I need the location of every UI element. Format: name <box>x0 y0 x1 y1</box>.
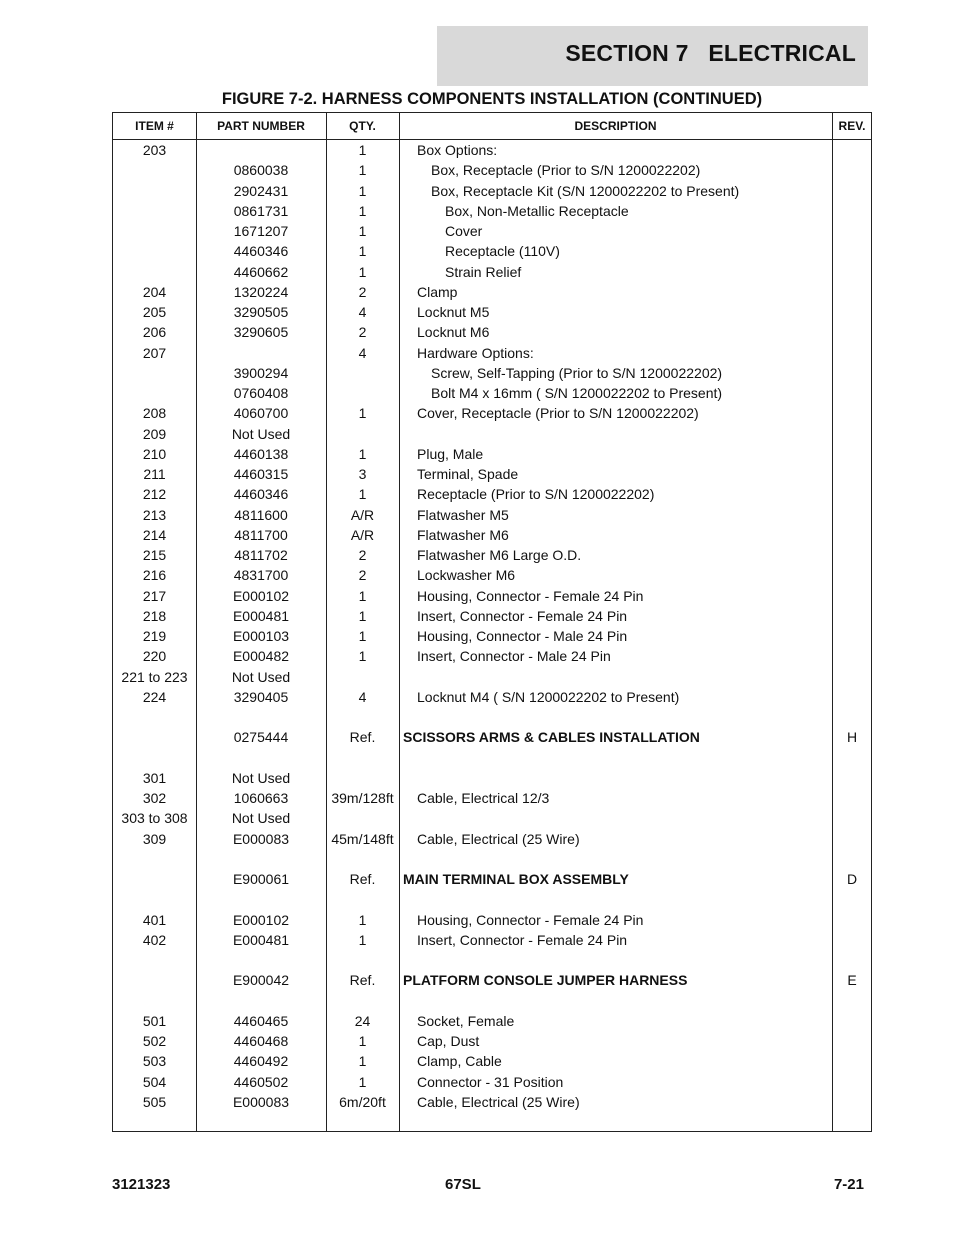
table-row <box>113 545 871 565</box>
item-cell: 209 <box>142 425 167 442</box>
table-row <box>113 727 871 747</box>
table-row <box>113 1092 871 1112</box>
qty-cell: 3 <box>358 466 367 482</box>
description-cell: Cable, Electrical (25 Wire) <box>417 830 580 847</box>
qty-cell: 1 <box>358 223 367 239</box>
table-row <box>113 1031 871 1051</box>
qty-cell: 1 <box>358 263 367 280</box>
description-cell: Screw, Self-Tapping (Prior to S/N 1200022202) <box>431 364 723 381</box>
description-cell: Housing, Connector - Female 24 Pin <box>417 911 644 928</box>
column-header-qty: QTY. <box>349 119 376 133</box>
parts-table <box>112 112 872 1132</box>
part-number-cell: 0860038 <box>233 162 289 179</box>
qty-cell: 1 <box>358 1033 367 1049</box>
part-number-cell: E900061 <box>232 871 290 887</box>
qty-cell: 1 <box>358 445 367 462</box>
column-header-description: DESCRIPTION <box>574 119 657 133</box>
item-cell: 205 <box>142 304 167 320</box>
item-cell: 218 <box>142 607 167 624</box>
part-number-cell: 4460502 <box>233 1073 289 1090</box>
description-cell: Box, Non-Metallic Receptacle <box>445 202 629 219</box>
table-row <box>113 484 871 504</box>
table-row <box>113 565 871 585</box>
item-cell: 504 <box>142 1073 167 1090</box>
qty-cell: 1 <box>358 931 367 948</box>
part-number-cell: E000083 <box>232 830 290 847</box>
description-cell: Locknut M4 ( S/N 1200022202 to Present) <box>417 688 680 705</box>
item-cell: 501 <box>142 1012 167 1029</box>
description-cell: Insert, Connector - Male 24 Pin <box>417 648 611 665</box>
description-cell: Flatwasher M6 Large O.D. <box>417 547 582 563</box>
qty-cell: 1 <box>358 182 367 199</box>
qty-cell: 39m/128ft <box>331 790 394 806</box>
table-spacer-row <box>113 889 871 909</box>
description-cell: Housing, Connector - Female 24 Pin <box>417 587 644 604</box>
footer-document-number: 3121323 <box>112 1176 171 1193</box>
description-cell: Locknut M5 <box>417 304 490 320</box>
table-spacer-row <box>113 748 871 768</box>
qty-cell: 1 <box>358 911 367 928</box>
part-number-cell: 1671207 <box>233 223 289 239</box>
description-cell: SCISSORS ARMS & CABLES INSTALLATION <box>403 729 700 746</box>
rev-cell: E <box>847 972 857 989</box>
part-number-cell: Not Used <box>231 425 291 442</box>
item-cell: 207 <box>142 344 167 361</box>
item-cell: 503 <box>142 1053 167 1070</box>
table-row <box>113 606 871 626</box>
description-cell: Receptacle (Prior to S/N 1200022202) <box>417 486 655 503</box>
description-cell: Cover, Receptacle (Prior to S/N 1200022202) <box>417 405 699 422</box>
item-cell: 215 <box>142 547 167 563</box>
item-cell: 211 <box>143 466 166 482</box>
qty-cell: 24 <box>354 1012 371 1029</box>
item-cell: 302 <box>142 790 167 806</box>
table-row <box>113 1011 871 1031</box>
description-cell: Insert, Connector - Female 24 Pin <box>417 607 628 624</box>
part-number-cell: E000482 <box>232 648 290 665</box>
item-cell: 401 <box>142 911 167 928</box>
table-spacer-row <box>113 950 871 970</box>
table-row <box>113 687 871 707</box>
qty-cell: 1 <box>358 1073 367 1090</box>
item-cell: 221 to 223 <box>121 668 188 685</box>
part-number-cell: 1320224 <box>233 283 289 300</box>
qty-cell: 1 <box>358 405 367 422</box>
qty-cell: 1 <box>358 162 367 179</box>
table-row <box>113 424 871 444</box>
table-spacer-row <box>113 707 871 727</box>
section-header <box>437 26 868 86</box>
table-row <box>113 181 871 201</box>
description-cell: Cap, Dust <box>417 1033 480 1049</box>
table-row <box>113 646 871 666</box>
description-cell: Receptacle (110V) <box>445 243 560 260</box>
qty-cell: 1 <box>358 142 367 158</box>
table-row <box>113 282 871 302</box>
table-row <box>113 1051 871 1071</box>
qty-cell: 1 <box>358 202 367 219</box>
item-cell: 220 <box>142 648 167 665</box>
description-cell: Connector - 31 Position <box>417 1073 564 1090</box>
item-cell: 213 <box>142 506 167 523</box>
part-number-cell: E000103 <box>232 628 290 644</box>
qty-cell: 45m/148ft <box>331 830 394 847</box>
table-row <box>113 302 871 322</box>
description-cell: PLATFORM CONSOLE JUMPER HARNESS <box>403 972 688 989</box>
part-number-cell: 4460492 <box>233 1053 289 1070</box>
item-cell: 219 <box>142 628 167 644</box>
item-cell: 212 <box>142 486 167 503</box>
part-number-cell: Not Used <box>231 668 291 685</box>
qty-cell: 4 <box>358 688 367 705</box>
part-number-cell: 4811700 <box>234 526 288 543</box>
qty-cell: 2 <box>358 567 367 584</box>
qty-cell: 1 <box>358 486 367 503</box>
description-cell: Lockwasher M6 <box>417 567 516 584</box>
item-cell: 204 <box>142 283 167 300</box>
table-row <box>113 343 871 363</box>
qty-cell: Ref. <box>349 871 376 887</box>
column-header-rev: REV. <box>838 119 866 133</box>
column-header-item: ITEM # <box>135 119 174 133</box>
item-cell: 216 <box>142 567 167 584</box>
part-number-cell: E000102 <box>232 587 290 604</box>
qty-cell: 1 <box>358 587 367 604</box>
qty-cell: Ref. <box>349 972 376 989</box>
part-number-cell: E000481 <box>232 931 290 948</box>
part-number-cell: 4060700 <box>233 405 289 422</box>
qty-cell: A/R <box>350 526 375 543</box>
description-cell: Housing, Connector - Male 24 Pin <box>417 628 628 644</box>
table-row <box>113 808 871 828</box>
qty-cell: A/R <box>350 506 375 523</box>
item-cell: 217 <box>142 587 167 604</box>
table-row <box>113 910 871 930</box>
part-number-cell: 3290505 <box>233 304 289 320</box>
description-cell: Terminal, Spade <box>417 466 519 482</box>
description-cell: Box Options: <box>417 142 498 158</box>
description-cell: MAIN TERMINAL BOX ASSEMBLY <box>403 871 629 887</box>
part-number-cell: E900042 <box>232 972 290 989</box>
footer-model: 67SL <box>445 1176 481 1193</box>
description-cell: Locknut M6 <box>417 324 490 341</box>
table-row <box>113 403 871 423</box>
qty-cell: 1 <box>358 1053 367 1070</box>
table-row <box>113 464 871 484</box>
item-cell: 208 <box>142 405 167 422</box>
rev-cell: H <box>846 729 858 746</box>
part-number-cell: 4811600 <box>234 506 288 523</box>
table-row <box>113 525 871 545</box>
part-number-cell: 3290605 <box>233 324 289 341</box>
footer-page-number: 7-21 <box>833 1176 864 1193</box>
item-cell: 210 <box>142 445 167 462</box>
description-cell: Cable, Electrical (25 Wire) <box>417 1093 580 1110</box>
qty-cell: 2 <box>358 547 367 563</box>
table-row <box>113 160 871 180</box>
table-row <box>113 586 871 606</box>
part-number-cell: Not Used <box>231 769 291 786</box>
table-row <box>113 201 871 221</box>
table-row <box>113 322 871 342</box>
table-row <box>113 363 871 383</box>
part-number-cell: 2902431 <box>233 182 289 199</box>
description-cell: Cover <box>445 223 483 239</box>
part-number-cell: 4811702 <box>234 547 288 563</box>
description-cell: Box, Receptacle Kit (S/N 1200022202 to Present) <box>431 182 740 199</box>
part-number-cell: 4460662 <box>233 263 289 280</box>
qty-cell: Ref. <box>349 729 376 746</box>
table-row <box>113 788 871 808</box>
part-number-cell: 4460465 <box>233 1012 289 1029</box>
part-number-cell: 3290405 <box>233 688 289 705</box>
item-cell: 502 <box>142 1033 167 1049</box>
part-number-cell: 3900294 <box>233 364 289 381</box>
part-number-cell: 4460346 <box>233 486 289 503</box>
column-header-part-number: PART NUMBER <box>217 119 305 133</box>
part-number-cell: 0760408 <box>233 385 289 401</box>
rev-cell: D <box>846 871 858 887</box>
table-row <box>113 869 871 889</box>
qty-cell: 2 <box>358 324 367 341</box>
description-cell: Flatwasher M5 <box>417 506 509 523</box>
table-row <box>113 1072 871 1092</box>
table-row <box>113 768 871 788</box>
part-number-cell: 0275444 <box>233 729 289 746</box>
section-title: SECTION 7 ELECTRICAL <box>565 40 856 66</box>
part-number-cell: E000083 <box>232 1093 290 1110</box>
description-cell: Hardware Options: <box>417 344 534 361</box>
table-row <box>113 829 871 849</box>
description-cell: Plug, Male <box>417 445 484 462</box>
part-number-cell: 1060663 <box>233 790 289 806</box>
part-number-cell: E000481 <box>232 607 290 624</box>
table-row <box>113 262 871 282</box>
part-number-cell: Not Used <box>231 810 291 827</box>
part-number-cell: 4460468 <box>233 1033 289 1049</box>
part-number-cell: 4460138 <box>233 445 289 462</box>
item-cell: 214 <box>142 526 167 543</box>
description-cell: Socket, Female <box>417 1012 515 1029</box>
description-cell: Clamp <box>417 283 458 300</box>
table-row <box>113 140 871 160</box>
part-number-cell: 4460315 <box>233 466 289 482</box>
description-cell: Flatwasher M6 <box>417 526 509 543</box>
part-number-cell: 4831700 <box>233 567 289 584</box>
description-cell: Strain Relief <box>445 263 522 280</box>
description-cell: Cable, Electrical 12/3 <box>417 790 550 806</box>
item-cell: 505 <box>142 1093 167 1110</box>
item-cell: 206 <box>142 324 167 341</box>
item-cell: 224 <box>142 688 167 705</box>
description-cell: Insert, Connector - Female 24 Pin <box>417 931 628 948</box>
qty-cell: 1 <box>358 648 367 665</box>
qty-cell: 2 <box>358 283 367 300</box>
table-row <box>113 505 871 525</box>
qty-cell: 1 <box>358 628 367 644</box>
table-row <box>113 930 871 950</box>
part-number-cell: 0861731 <box>233 202 289 219</box>
item-cell: 402 <box>142 931 167 948</box>
table-spacer-row <box>113 849 871 869</box>
table-row <box>113 970 871 990</box>
table-row <box>113 241 871 261</box>
qty-cell: 6m/20ft <box>339 1093 386 1110</box>
item-cell: 309 <box>142 830 167 847</box>
part-number-cell: 4460346 <box>233 243 289 260</box>
table-row <box>113 383 871 403</box>
item-cell: 203 <box>142 142 167 158</box>
table-row <box>113 626 871 646</box>
figure-title: FIGURE 7-2. HARNESS COMPONENTS INSTALLATION (CONTINUED) <box>221 90 763 108</box>
description-cell: Clamp, Cable <box>417 1053 502 1070</box>
qty-cell: 4 <box>358 304 367 320</box>
table-spacer-row <box>113 991 871 1011</box>
item-cell: 301 <box>142 769 167 786</box>
qty-cell: 1 <box>358 607 367 624</box>
description-cell: Bolt M4 x 16mm ( S/N 1200022202 to Present) <box>431 385 723 401</box>
table-row <box>113 667 871 687</box>
qty-cell: 1 <box>358 243 367 260</box>
item-cell: 303 to 308 <box>121 810 188 827</box>
table-row <box>113 221 871 241</box>
table-body <box>113 140 871 1112</box>
part-number-cell: E000102 <box>232 911 290 928</box>
description-cell: Box, Receptacle (Prior to S/N 1200022202) <box>431 162 701 179</box>
qty-cell: 4 <box>358 344 367 361</box>
table-row <box>113 444 871 464</box>
